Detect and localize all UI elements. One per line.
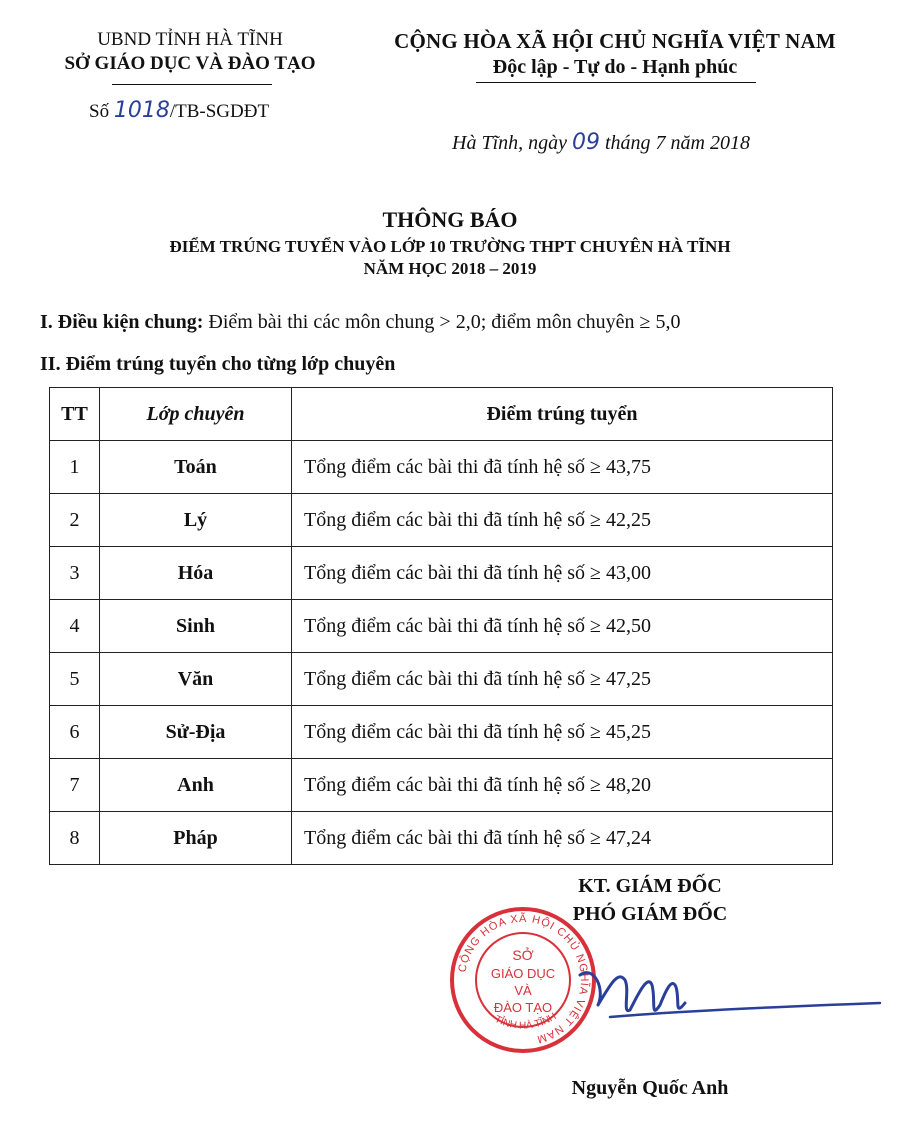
cell-score: Tổng điểm các bài thi đã tính hệ số ≥ 42,50	[292, 600, 833, 653]
seal-ring-text: CỘNG HÒA XÃ HỘI CHỦ NGHĨA VIỆT NAM	[456, 912, 591, 1046]
table-row	[50, 441, 833, 494]
nation-motto: Độc lập - Tự do - Hạnh phúc	[492, 56, 738, 78]
seal-center-line1: SỞ	[512, 947, 534, 963]
cell-tt: 3	[50, 547, 100, 600]
handwritten-signature-icon	[570, 945, 890, 1045]
seal-bottom-text: TỈNH HÀ TĨNH	[492, 1011, 559, 1032]
cell-tt: 8	[50, 812, 100, 865]
seal-center-line3: VÀ	[514, 983, 532, 998]
signer-name: Nguyễn Quốc Anh	[571, 1077, 729, 1099]
cell-class: Hóa	[100, 547, 292, 600]
table-row	[50, 600, 833, 653]
section2-heading: II. Điểm trúng tuyển cho từng lớp chuyên	[40, 353, 396, 375]
table-row	[50, 494, 833, 547]
header-score: Điểm trúng tuyển	[292, 388, 833, 441]
section-general-conditions	[40, 308, 681, 336]
cell-score: Tổng điểm các bài thi đã tính hệ số ≥ 43,00	[292, 547, 833, 600]
score-table	[49, 387, 833, 865]
date-suffix: tháng 7 năm 2018	[605, 132, 750, 154]
table-row	[50, 759, 833, 812]
doc-number-suffix: /TB-SGDĐT	[169, 101, 270, 122]
table-header-row	[50, 388, 833, 441]
nation-line1: CỘNG HÒA XÃ HỘI CHỦ NGHĨA VIỆT NAM	[394, 29, 836, 53]
section1-text: Điểm bài thi các môn chung > 2,0; điểm môn chuyên ≥ 5,0	[203, 311, 681, 333]
cell-tt: 5	[50, 653, 100, 706]
header-tt: TT	[50, 388, 100, 441]
table-row	[50, 653, 833, 706]
cell-class: Văn	[100, 653, 292, 706]
doc-number-prefix: Số	[89, 101, 110, 122]
table-row	[50, 706, 833, 759]
cell-score: Tổng điểm các bài thi đã tính hệ số ≥ 42,25	[292, 494, 833, 547]
cell-class: Sinh	[100, 600, 292, 653]
cell-score: Tổng điểm các bài thi đã tính hệ số ≥ 47,25	[292, 653, 833, 706]
agency-underline	[112, 84, 272, 85]
table-row	[50, 547, 833, 600]
cell-class: Lý	[100, 494, 292, 547]
cell-score: Tổng điểm các bài thi đã tính hệ số ≥ 48,20	[292, 759, 833, 812]
cell-tt: 6	[50, 706, 100, 759]
cell-class: Anh	[100, 759, 292, 812]
agency-line2: SỞ GIÁO DỤC VÀ ĐÀO TẠO	[64, 53, 316, 74]
date-prefix: Hà Tĩnh, ngày	[452, 132, 567, 154]
seal-center-line2: GIÁO DỤC	[490, 966, 556, 981]
section1-label: I. Điều kiện chung:	[40, 311, 204, 333]
date-day-handwritten: 09	[572, 130, 600, 155]
cell-score: Tổng điểm các bài thi đã tính hệ số ≥ 47,24	[292, 812, 833, 865]
cell-score: Tổng điểm các bài thi đã tính hệ số ≥ 43,75	[292, 441, 833, 494]
cell-tt: 1	[50, 441, 100, 494]
doc-subtitle-line1: ĐIỂM TRÚNG TUYỂN VÀO LỚP 10 TRƯỜNG THPT CHUYÊN HÀ TĨNH	[169, 237, 731, 256]
doc-subtitle-line2: NĂM HỌC 2018 – 2019	[363, 259, 537, 278]
agency-block	[40, 28, 340, 76]
cell-tt: 2	[50, 494, 100, 547]
cell-score: Tổng điểm các bài thi đã tính hệ số ≥ 45,25	[292, 706, 833, 759]
motto-underline	[476, 82, 756, 83]
cell-class: Pháp	[100, 812, 292, 865]
seal-center-line4: ĐÀO TẠO	[493, 1000, 553, 1015]
signer-title2: PHÓ GIÁM ĐỐC	[572, 903, 728, 925]
date-line	[452, 128, 750, 158]
agency-line1: UBND TỈNH HÀ TĨNH	[97, 29, 283, 50]
cell-class: Toán	[100, 441, 292, 494]
nation-block	[375, 28, 855, 80]
cell-class: Sử-Địa	[100, 706, 292, 759]
cell-tt: 7	[50, 759, 100, 812]
doc-title: THÔNG BÁO	[382, 207, 518, 232]
table-row	[50, 812, 833, 865]
doc-number	[89, 96, 269, 127]
header-class: Lớp chuyên	[100, 388, 292, 441]
signer-title1: KT. GIÁM ĐỐC	[578, 875, 722, 897]
cell-tt: 4	[50, 600, 100, 653]
doc-number-handwritten: 1018	[113, 98, 170, 123]
